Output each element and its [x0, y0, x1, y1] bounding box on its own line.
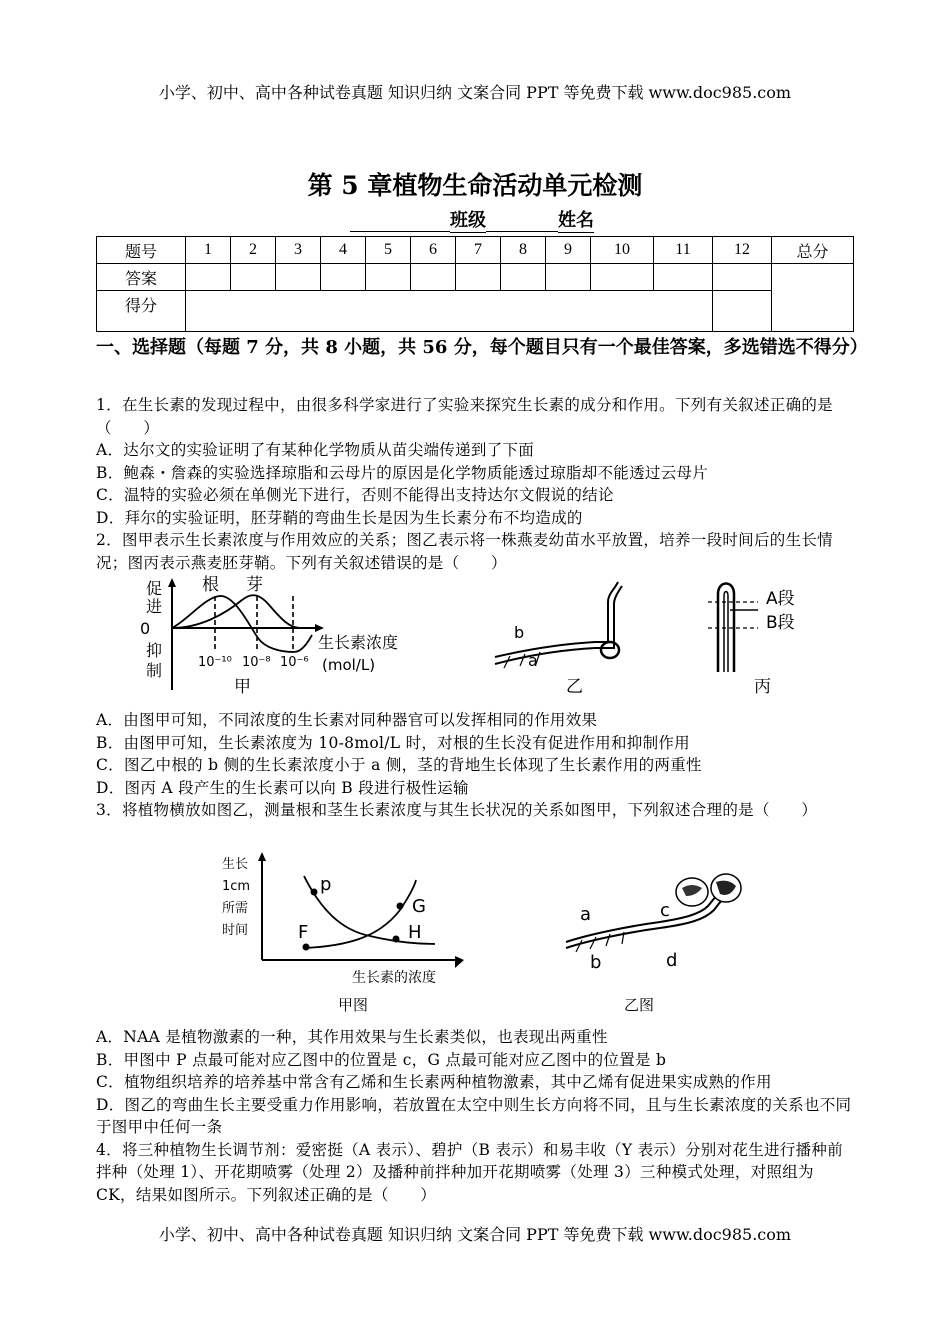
question-stem: 4．将三种植物生长调节剂：爱密挺（A 表示）、碧护（B 表示）和易丰收（Y 表示）分别对花生进行播种前拌种（处理 1）、开花期喷雾（处理 2）及播种前拌种加开花期喷雾（处理 3）三种模式处理，对照组为 CK，结果如图所示。下列叙述正确的是（ ）	[96, 1140, 844, 1204]
question-stem: 1．在生长素的发现过程中，由很多科学家进行了实验来探究生长素的成分和作用。下列有关叙述正确的是（ ）	[96, 396, 833, 437]
option-b: B．甲图中 P 点最可能对应乙图中的位置是 c，G 点最可能对应乙图中的位置是 b	[96, 1050, 667, 1069]
page-title: 第 5 章植物生命活动单元检测	[307, 171, 643, 200]
label-promote: 进	[146, 597, 163, 616]
question-stem: 2．图甲表示生长素浓度与作用效应的关系；图乙表示将一株燕麦幼苗水平放置，培养一段时间后的生长情况；图丙表示燕麦胚芽鞘。下列有关叙述错误的是（ ）	[96, 531, 833, 572]
option-b: B．由图甲可知，生长素浓度为 10-8mol/L 时，对根的生长没有促进作用和抑制作用	[96, 733, 690, 752]
figure-caption: 乙图	[624, 996, 655, 1014]
option-b: B．鲍森・詹森的实验选择琼脂和云母片的原因是化学物质能透过琼脂却不能透过云母片	[96, 463, 709, 482]
answer-cell[interactable]	[186, 264, 231, 291]
bud-curve	[172, 595, 300, 628]
class-label: 班级	[450, 206, 486, 233]
tick-label: 10⁻⁸	[242, 655, 271, 670]
arrow-icon	[258, 852, 266, 861]
coleoptile-inner	[724, 592, 728, 673]
class-name-line	[350, 206, 594, 233]
question-2-options	[96, 709, 856, 822]
root-hair	[520, 654, 525, 666]
table-row	[97, 237, 854, 264]
point-f	[303, 944, 310, 951]
seedling-body	[566, 892, 734, 948]
tick-label: 10⁻⁶	[280, 655, 309, 670]
point-p	[311, 889, 318, 896]
answer-cell[interactable]	[321, 264, 366, 291]
root-hair	[606, 934, 610, 946]
table-row	[97, 264, 854, 291]
label-root: 根	[202, 575, 219, 595]
answer-cell[interactable]	[591, 264, 654, 291]
table-cell: 1	[186, 237, 231, 264]
root-curve	[172, 596, 312, 652]
label-a: a	[528, 651, 538, 670]
table-cell: 11	[654, 237, 713, 264]
arrow-icon	[315, 624, 324, 632]
answer-cell[interactable]	[411, 264, 456, 291]
table-cell: 10	[591, 237, 654, 264]
y-axis-label: 1cm	[222, 879, 251, 894]
option-c: C．植物组织培养的培养基中常含有乙烯和生长素两种植物激素，其中乙烯有促进果实成熟的作用	[96, 1073, 772, 1091]
table-cell: 8	[501, 237, 546, 264]
label-promote: 促	[146, 579, 163, 598]
arrow-icon	[168, 578, 176, 587]
figure-caption: 甲	[234, 677, 251, 697]
table-cell: 12	[713, 237, 772, 264]
label-b: b	[590, 952, 602, 973]
table-cell: 答案	[97, 264, 186, 291]
figure-caption: 乙	[566, 677, 583, 697]
seedling-stem	[495, 582, 618, 657]
seed	[601, 642, 619, 658]
score-cell[interactable]	[186, 291, 713, 332]
y-axis-label: 时间	[222, 923, 249, 938]
tick-label: 10⁻¹⁰	[198, 655, 232, 670]
point-h	[393, 936, 400, 943]
name-label: 姓名	[558, 206, 594, 233]
answer-cell[interactable]	[501, 264, 546, 291]
figure-q3-svg	[210, 848, 770, 1020]
figure-caption: 丙	[754, 677, 771, 697]
figure-caption: 甲图	[338, 996, 369, 1014]
answer-cell[interactable]	[713, 264, 772, 291]
question-3-options	[96, 1026, 856, 1206]
answer-cell[interactable]	[546, 264, 591, 291]
label-bud: 芽	[246, 575, 263, 595]
option-d: D．拜尔的实验证明，胚芽鞘的弯曲生长是因为生长素分布不均造成的	[96, 508, 583, 527]
option-a: A．NAA 是植物激素的一种，其作用效果与生长素类似，也表现出两重性	[96, 1028, 608, 1046]
y-axis-label: 所需	[222, 901, 249, 916]
option-c: C．图乙中根的 b 侧的生长素浓度小于 a 侧，茎的背地生长体现了生长素作用的两重性	[96, 756, 702, 774]
total-score-cell[interactable]	[772, 264, 854, 332]
answer-cell[interactable]	[456, 264, 501, 291]
table-cell: 5	[366, 237, 411, 264]
score-cell[interactable]	[713, 291, 772, 332]
table-cell: 2	[231, 237, 276, 264]
question-stem: 3．将植物横放如图乙，测量根和茎生长素浓度与其生长状况的关系如图甲，下列叙述合理的是（ ）	[96, 801, 818, 819]
x-axis-label: 生长素浓度	[318, 633, 399, 652]
table-cell: 3	[276, 237, 321, 264]
label-f: F	[298, 922, 309, 943]
label-h: H	[408, 922, 422, 943]
label-g: G	[412, 896, 426, 917]
figure-q3	[210, 848, 770, 1020]
table-cell: 总分	[772, 237, 854, 264]
answer-cell[interactable]	[276, 264, 321, 291]
label-b: b	[514, 623, 525, 642]
option-c: C．温特的实验必须在单侧光下进行，否则不能得出支持达尔文假说的结论	[96, 486, 614, 504]
label-inhibit: 抑	[146, 641, 163, 660]
answer-cell[interactable]	[231, 264, 276, 291]
y-axis-label: 生长	[222, 857, 249, 872]
table-cell: 4	[321, 237, 366, 264]
answer-cell[interactable]	[654, 264, 713, 291]
option-d: D．图丙 A 段产生的生长素可以向 B 段进行极性运输	[96, 778, 469, 797]
table-cell: 6	[411, 237, 456, 264]
label-p: p	[320, 874, 332, 895]
figure-q2-svg	[130, 572, 830, 702]
point-g	[397, 903, 404, 910]
label-d: d	[666, 950, 678, 971]
answer-cell[interactable]	[366, 264, 411, 291]
page-footer: 小学、初中、高中各种试卷真题 知识归纳 文案合同 PPT 等免费下载 www.doc985.com	[158, 1225, 792, 1244]
label-c: c	[660, 900, 670, 921]
option-a: A．达尔文的实验证明了有某种化学物质从苗尖端传递到了下面	[96, 441, 535, 459]
section-heading: 一、选择题（每题 7 分，共 8 小题，共 56 分，每个题目只有一个最佳答案，多选错选不得分）	[96, 337, 868, 358]
label-a: a	[580, 904, 592, 925]
root-hair	[590, 937, 596, 949]
question-1	[96, 394, 856, 574]
label-inhibit: 制	[146, 661, 163, 680]
label-b-segment: B段	[766, 613, 795, 633]
arrow-icon	[455, 956, 464, 968]
label-a-segment: A段	[766, 589, 795, 609]
figure-q2	[130, 572, 830, 702]
table-row	[97, 291, 854, 332]
option-d: D．图乙的弯曲生长主要受重力作用影响，若放置在太空中则生长方向将不同，且与生长素浓度的关系也不同于图甲中任何一条	[96, 1095, 852, 1136]
option-a: A．由图甲可知，不同浓度的生长素对同种器官可以发挥相同的作用效果	[96, 711, 598, 729]
table-cell: 题号	[97, 237, 186, 264]
table-cell: 得分	[97, 291, 186, 332]
x-axis-label: 生长素的浓度	[352, 970, 436, 986]
table-cell: 7	[456, 237, 501, 264]
table-cell: 9	[546, 237, 591, 264]
score-table	[96, 236, 854, 332]
page-header: 小学、初中、高中各种试卷真题 知识归纳 文案合同 PPT 等免费下载 www.doc985.com	[158, 83, 792, 102]
root-hair	[576, 940, 582, 952]
unit-label: (mol/L)	[322, 656, 376, 674]
label-zero: 0	[140, 619, 151, 638]
